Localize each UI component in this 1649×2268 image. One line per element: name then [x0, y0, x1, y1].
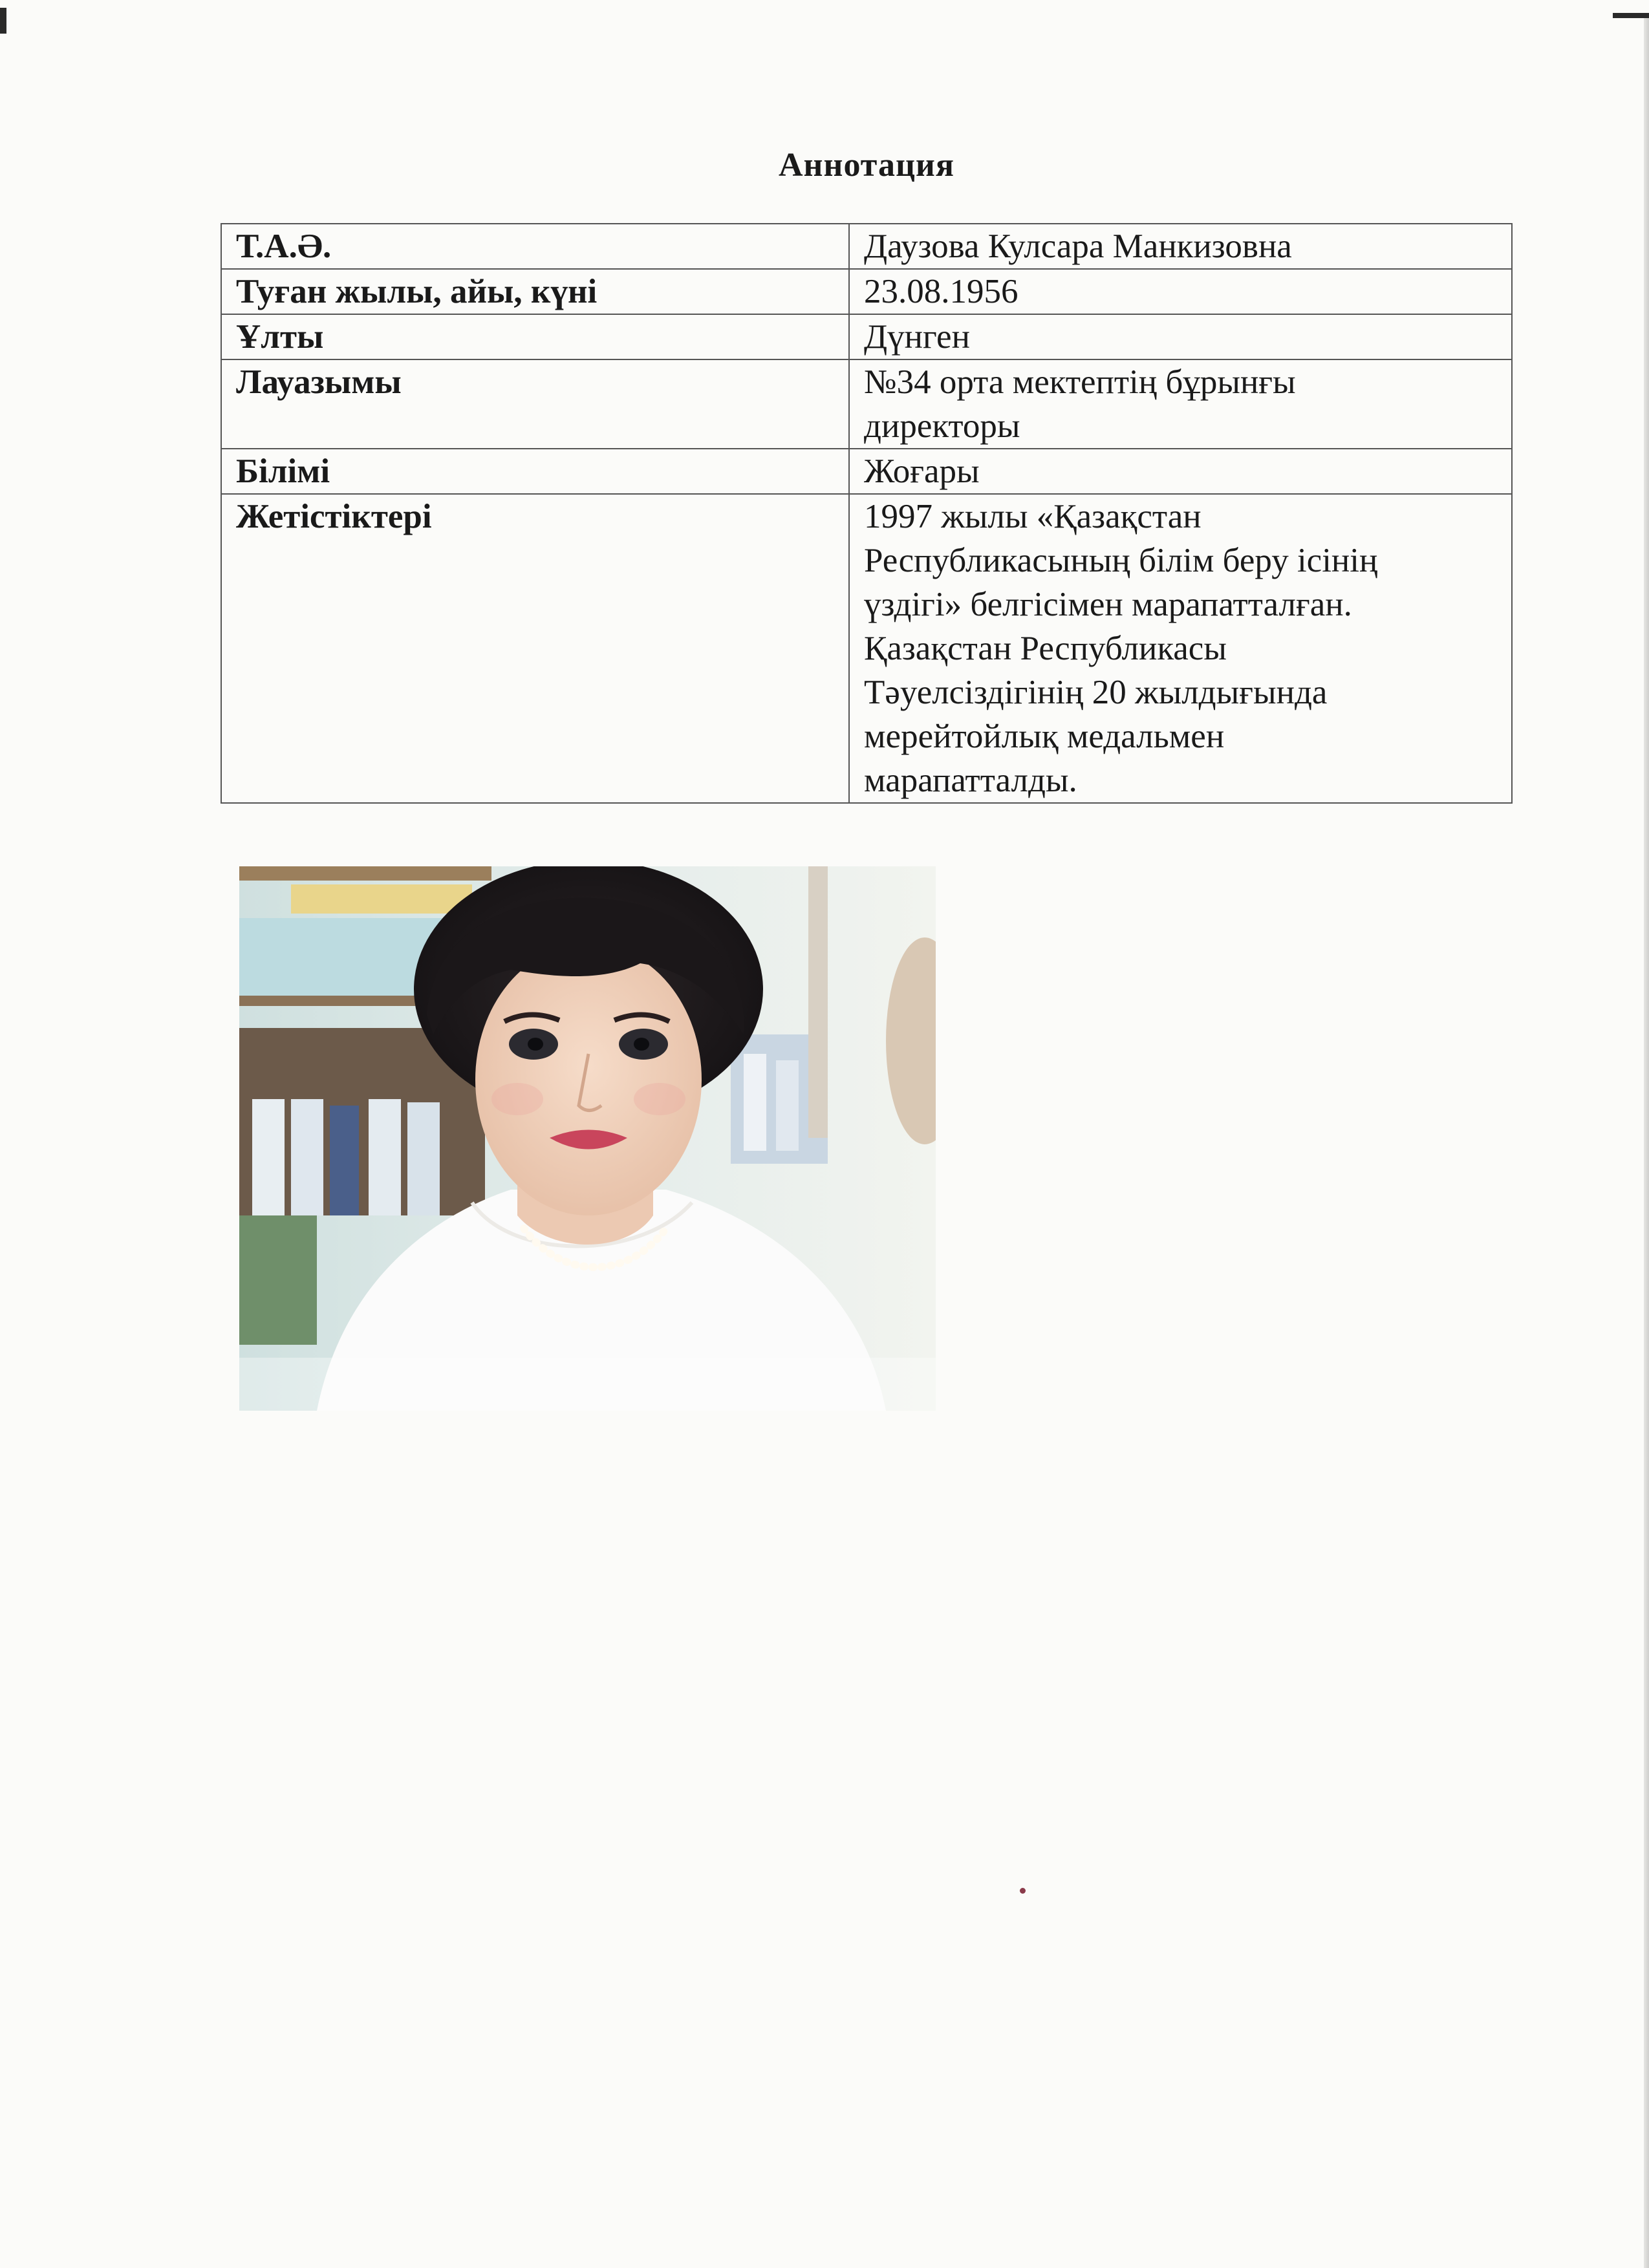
value-line: үздігі» белгісімен марапатталған. [864, 586, 1352, 623]
value-line: Тәуелсіздігінің 20 жылдығында [864, 674, 1328, 711]
value-line: Республикасының білім беру ісінің [864, 542, 1378, 579]
row-value-nationality [849, 314, 1512, 359]
value-line: Қазақстан Республикасы [864, 630, 1227, 667]
document-title: Аннотация [778, 147, 955, 184]
row-label-nationality: Ұлты [221, 314, 849, 359]
value-line: марапатталды. [864, 762, 1077, 799]
row-value-achievements [849, 494, 1512, 803]
value-line: Жоғары [864, 453, 980, 490]
table-row [221, 314, 1512, 359]
value-line: 1997 жылы «Қазақстан [864, 498, 1202, 535]
row-label-position: Лауазымы [221, 359, 849, 449]
scan-mark-left [0, 8, 6, 34]
value-line: мерейтойлық медальмен [864, 718, 1225, 755]
row-value-name [849, 224, 1512, 269]
row-label-achievements: Жетістіктері [221, 494, 849, 803]
row-value-position [849, 359, 1512, 449]
scan-edge-shadow [1644, 13, 1649, 2268]
table-row [221, 359, 1512, 449]
value-line: Даузова Кулсара Манкизовна [864, 228, 1292, 265]
annotation-table [221, 223, 1513, 804]
row-label-name: Т.А.Ә. [221, 224, 849, 269]
value-line: директоры [864, 407, 1020, 445]
scan-mark-right [1613, 13, 1649, 18]
row-label-education: Білімі [221, 449, 849, 494]
row-label-birthdate: Туған жылы, айы, күні [221, 269, 849, 314]
value-line: 23.08.1956 [864, 273, 1018, 310]
value-line: №34 орта мектептің бұрынғы [864, 363, 1296, 401]
portrait-illustration [239, 866, 936, 1411]
table-row [221, 269, 1512, 314]
table-row [221, 224, 1512, 269]
scan-dot [1020, 1888, 1026, 1894]
table-row [221, 494, 1512, 803]
table-row [221, 449, 1512, 494]
row-value-birthdate [849, 269, 1512, 314]
portrait-photo [239, 866, 936, 1411]
value-line: Дүнген [864, 318, 970, 356]
row-value-education [849, 449, 1512, 494]
